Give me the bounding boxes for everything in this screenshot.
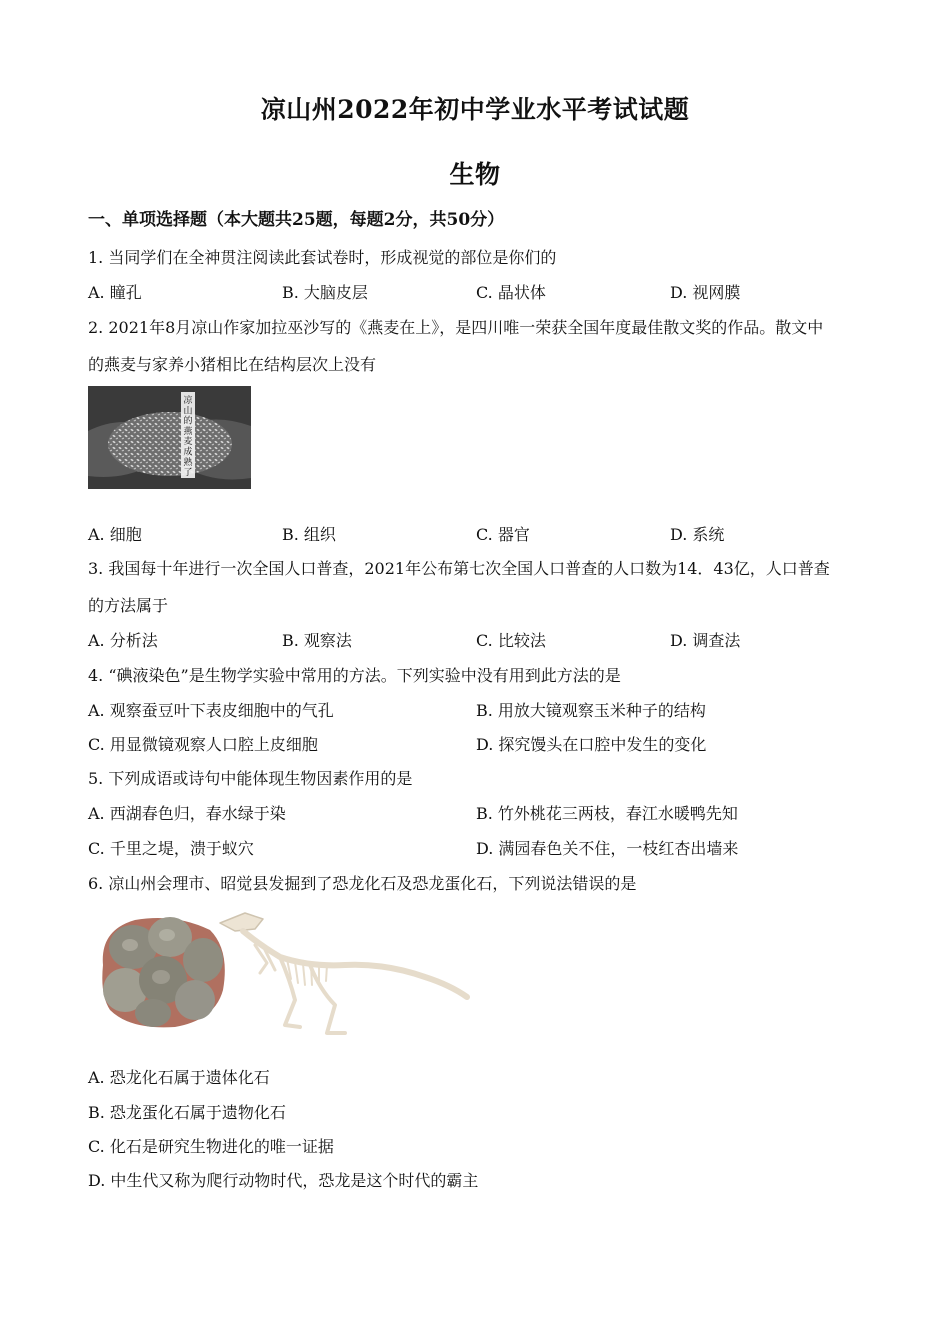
image-caption: 凉山的燕麦成熟了 bbox=[183, 396, 193, 479]
dinosaur-fossil-image bbox=[95, 905, 470, 1040]
q1-option-a: A. 瞳孔 bbox=[88, 283, 142, 302]
q6-option-d: D. 中生代又称为爬行动物时代，恐龙是这个时代的霸主 bbox=[88, 1171, 479, 1190]
q2-option-a: A. 细胞 bbox=[88, 525, 142, 544]
subject-title: 生物 bbox=[449, 160, 501, 189]
oats-in-hands-image bbox=[88, 386, 251, 489]
q5-option-c: C. 千里之堤，溃于蚁穴 bbox=[88, 839, 254, 858]
q1-option-b: B. 大脑皮层 bbox=[282, 283, 368, 302]
question-3-stem-line1: 3. 我国每十年进行一次全国人口普查，2021年公布第七次全国人口普查的人口数为14．43亿，人口普查 bbox=[88, 559, 830, 578]
q4-option-a: A. 观察蚕豆叶下表皮细胞中的气孔 bbox=[88, 701, 334, 720]
q5-option-d: D. 满园春色关不住，一枝红杏出墙来 bbox=[476, 839, 739, 858]
q4-option-c: C. 用显微镜观察人口腔上皮细胞 bbox=[88, 735, 318, 754]
question-5-stem: 5. 下列成语或诗句中能体现生物因素作用的是 bbox=[88, 769, 413, 788]
q2-option-c: C. 器官 bbox=[476, 525, 530, 544]
q6-option-b: B. 恐龙蛋化石属于遗物化石 bbox=[88, 1103, 286, 1122]
q4-option-d: D. 探究馒头在口腔中发生的变化 bbox=[476, 735, 707, 754]
q2-option-b: B. 组织 bbox=[282, 525, 336, 544]
q5-option-b: B. 竹外桃花三两枝，春江水暖鸭先知 bbox=[476, 804, 738, 823]
q3-option-d: D. 调查法 bbox=[670, 631, 741, 650]
dinosaur-egg-fossil bbox=[102, 917, 225, 1027]
question-6-stem: 6. 凉山州会理市、昭觉县发掘到了恐龙化石及恐龙蛋化石，下列说法错误的是 bbox=[88, 874, 637, 893]
question-2-stem-line1: 2. 2021年8月凉山作家加拉巫沙写的《燕麦在上》，是四川唯一荣获全国年度最佳散文奖的作品。散文中 bbox=[88, 318, 824, 337]
question-4-stem: 4. “碘液染色”是生物学实验中常用的方法。下列实验中没有用到此方法的是 bbox=[88, 666, 621, 685]
q6-option-c: C. 化石是研究生物进化的唯一证据 bbox=[88, 1137, 334, 1156]
q3-option-b: B. 观察法 bbox=[282, 631, 352, 650]
q3-option-c: C. 比较法 bbox=[476, 631, 546, 650]
q6-option-a: A. 恐龙化石属于遗体化石 bbox=[88, 1068, 270, 1087]
section-heading: 一、单项选择题（本大题共25题，每题2分，共50分） bbox=[88, 210, 505, 230]
q5-option-a: A. 西湖春色归，春水绿于染 bbox=[88, 804, 286, 823]
q1-option-c: C. 晶状体 bbox=[476, 283, 546, 302]
question-3-stem-line2: 的方法属于 bbox=[88, 596, 169, 615]
q3-option-a: A. 分析法 bbox=[88, 631, 158, 650]
exam-title: 凉山州2022年初中学业水平考试试题 bbox=[260, 95, 690, 124]
question-1-stem: 1. 当同学们在全神贯注阅读此套试卷时，形成视觉的部位是你们的 bbox=[88, 248, 557, 267]
question-2-stem-line2: 的燕麦与家养小猪相比在结构层次上没有 bbox=[88, 355, 377, 374]
dinosaur-skeleton bbox=[220, 913, 467, 1033]
q4-option-b: B. 用放大镜观察玉米种子的结构 bbox=[476, 701, 706, 720]
q1-option-d: D. 视网膜 bbox=[670, 283, 741, 302]
q2-option-d: D. 系统 bbox=[670, 525, 725, 544]
